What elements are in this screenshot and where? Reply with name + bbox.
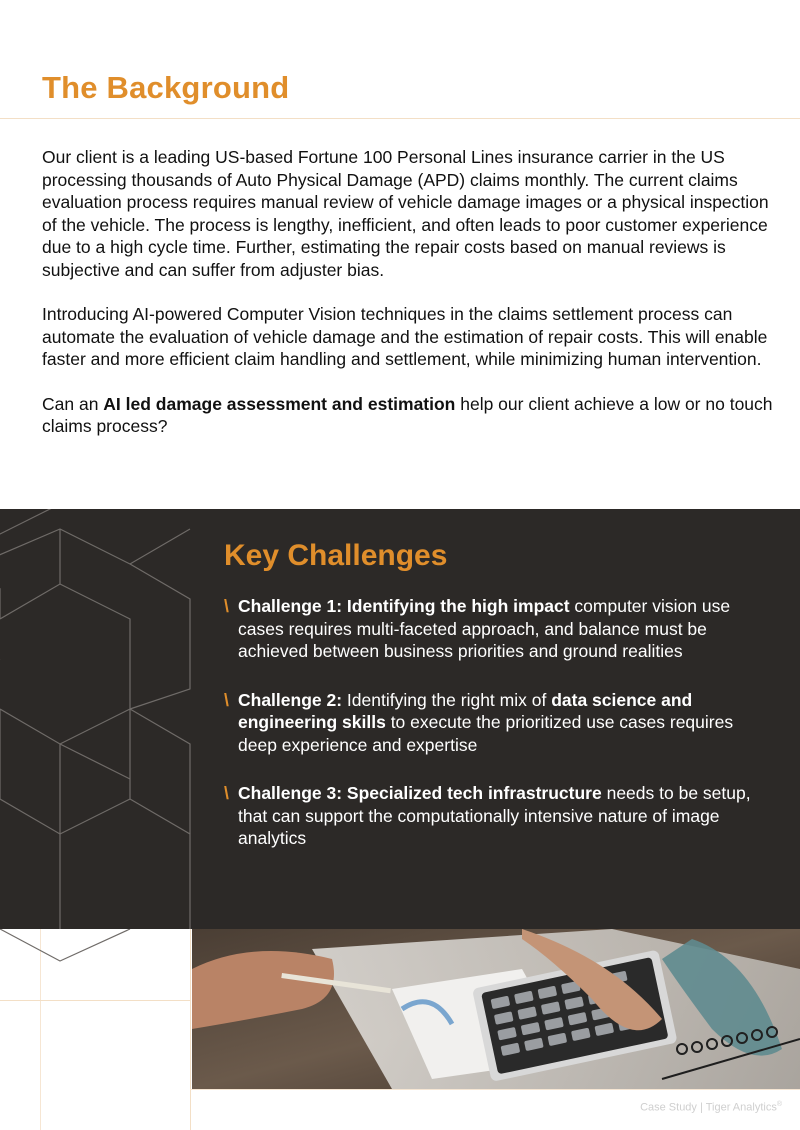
challenge-item-2 [224, 689, 764, 757]
challenge-text [238, 689, 764, 757]
challenge-bold-2: data science and engineering skills [238, 689, 693, 732]
background-paragraph-1: Our client is a leading US-based Fortune 100 Personal Lines insurance carrier in the US processing thousands of Auto Physical Damage (APD) claims monthly. The current claims evaluation process requires manual review of vehicle damage images or a physical inspection of the vehicle. The process is lengthy, inefficient, and often leads to poor customer experience due to a high cycle time. Further, estimating the repair costs based on manual reviews is subjective and can suffer from adjuster bias. [42, 147, 769, 280]
registered-mark: ® [776, 1101, 782, 1108]
p3-post: help our client achieve a low or no touch claims process? [42, 393, 773, 436]
key-challenges-panel [0, 509, 800, 929]
section-title-background: The Background [42, 70, 290, 105]
footer-text: Case Study | Tiger Analytics [640, 1101, 777, 1114]
calculator-photo [192, 929, 800, 1089]
challenge-item-3 [224, 782, 764, 850]
grid-line [0, 1000, 190, 1001]
challenge-body: needs to be setup, that can support the computationally intensive nature of image analytics [238, 783, 751, 848]
challenges-list [224, 595, 764, 876]
p3-bold: AI led damage assessment and estimation [103, 393, 456, 414]
grid-line [190, 1089, 800, 1090]
challenge-marker: \ [224, 689, 229, 710]
background-body [42, 146, 787, 460]
challenge-text [238, 595, 764, 663]
challenge-marker: \ [224, 596, 229, 616]
challenge-item-1 [224, 595, 764, 663]
hexagon-pattern-decoration [0, 509, 200, 929]
hexagon-tail-decoration [0, 929, 192, 969]
challenge-bold: Challenge 1: Identifying the high impact [238, 596, 570, 616]
challenge-text [238, 782, 764, 850]
background-paragraph-3 [42, 393, 787, 438]
footer-credit [640, 1101, 782, 1114]
divider [0, 118, 800, 119]
challenge-marker: \ [224, 783, 229, 803]
challenge-body: computer vision use cases requires multi-faceted approach, and balance must be achieved between business priorities and ground realities [238, 596, 731, 661]
challenge-bold: Challenge 3: Specialized tech infrastructure [238, 783, 602, 803]
challenge-bold: Challenge 2: [238, 689, 343, 710]
background-paragraph-2: Introducing AI-powered Computer Vision techniques in the claims settlement process can automate the evaluation of vehicle damage and the estimation of repair costs. This will enable faster and more efficient claim handling and settlement, while minimizing human intervention. [42, 304, 768, 369]
challenge-body: Identifying the right mix of [342, 689, 552, 710]
challenge-body-2: to execute the prioritized use cases requires deep experience and expertise [238, 712, 734, 755]
section-title-key-challenges: Key Challenges [224, 539, 448, 572]
p3-pre: Can an [42, 393, 104, 414]
